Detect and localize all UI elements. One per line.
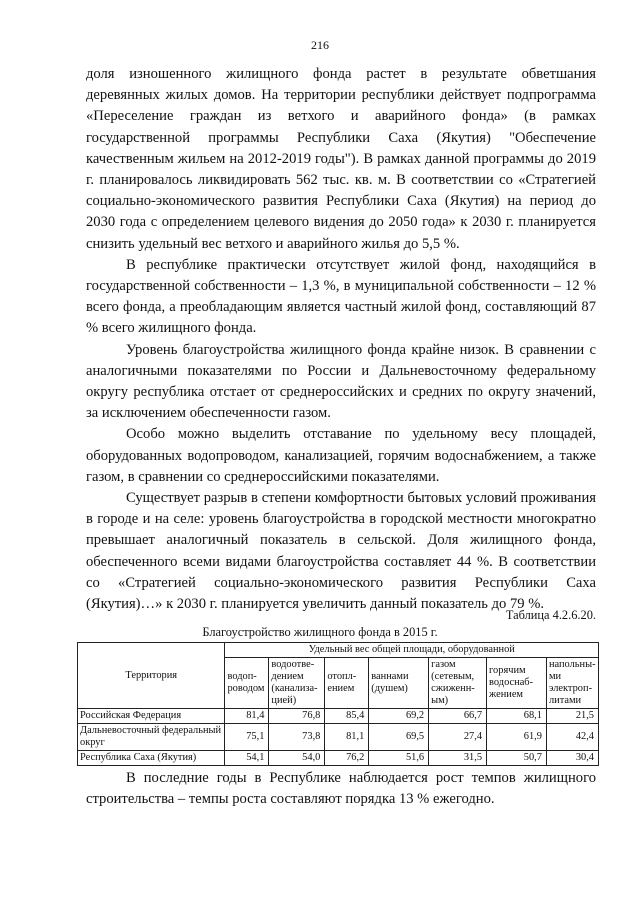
table-cell: 76,8 (269, 709, 325, 724)
column-header: водоотведением (канализацией) (269, 658, 325, 709)
column-header: водопроводом (225, 658, 269, 709)
table-cell: 30,4 (546, 751, 598, 766)
table-cell: 81,1 (325, 724, 369, 751)
paragraph: Уровень благоустройства жилищного фонда крайне низок. В сравнении с аналогичными показателями по России и Дальневосточному федеральному округу республика отстает от среднероссийских и средних по округу значений, за исключением обеспеченности газом. (86, 341, 596, 422)
table-cell: 75,1 (225, 724, 269, 751)
table-title: Благоустройство жилищного фонда в 2015 г. (202, 625, 438, 639)
paragraph: В республике практически отсутствует жилой фонд, находящийся в государственной собственности – 1,3 %, в муниципальной собственности – 12 % всего фонда, а преобладающим является частный жилой фонд, составляющий 87 % всего жилищного фонда. (86, 256, 596, 337)
table-cell: 54,1 (225, 751, 269, 766)
table-cell: 50,7 (487, 751, 547, 766)
table-cell: 21,5 (546, 709, 598, 724)
page-number: 216 (311, 38, 329, 52)
table-row (78, 724, 599, 751)
column-header: напольными электроплитами (546, 658, 598, 709)
table-cell: 69,2 (369, 709, 429, 724)
table-cell: 51,6 (369, 751, 429, 766)
table-cell: 66,7 (429, 709, 487, 724)
territory-header: Территория (78, 643, 225, 709)
row-territory: Дальневосточный федеральный округ (78, 724, 225, 751)
table-cell: 73,8 (269, 724, 325, 751)
table-row (78, 751, 599, 766)
table-cell: 81,4 (225, 709, 269, 724)
body-text (86, 64, 596, 615)
closing-text (86, 768, 596, 810)
table-cell: 61,9 (487, 724, 547, 751)
column-header: ваннами (душем) (369, 658, 429, 709)
table-cell: 42,4 (546, 724, 598, 751)
column-header: горячим водоснабжением (487, 658, 547, 709)
paragraph: доля изношенного жилищного фонда растет в результате обветшания деревянных жилых домов. На территории республики действует подпрограмма «Переселение граждан из ветхого и аварийного фонда» (в рамках государственной программы Республики Саха (Якутия) "Обеспечение качественным жильем на 2012-2019 годы"). В рамках данной программы до 2019 г. планировалось ликвидировать 562 тыс. кв. м. В соответствии со «Стратегией социально-экономического развития Республики Саха (Якутия) на период до 2030 года с определением целевого видения до 2050 года» к 2030 г. планируется снизить удельный вес ветхого и аварийного жилья до 5,5 %. (86, 66, 596, 252)
column-header: отоплением (325, 658, 369, 709)
column-header: газом (сетевым, сжиженным) (429, 658, 487, 709)
paragraph: Существует разрыв в степени комфортности бытовых условий проживания в городе и на селе: уровень благоустройства в городской местности многократно превышает аналогичный показатель в сельской. Доля жилищного фонда, обеспеченного всеми видами благоустройства составляет 44 %. В соответствии со «Стратегией социально-экономического развития Республики Саха (Якутия)…» к 2030 г. планируется увеличить данный показатель до 79 %. (86, 490, 596, 613)
paragraph: Особо можно выделить отставание по удельному весу площадей, оборудованных водопроводом, канализацией, горячим водоснабжением, а также газом, в сравнении со среднероссийскими показателями. (86, 426, 596, 485)
paragraph: В последние годы в Республике наблюдается рост темпов жилищного строительства – темпы роста составляют порядка 13 % ежегодно. (86, 770, 596, 808)
group-header: Удельный вес общей площади, оборудованной (225, 643, 599, 658)
table-cell: 76,2 (325, 751, 369, 766)
table-cell: 85,4 (325, 709, 369, 724)
table-cell: 27,4 (429, 724, 487, 751)
table-cell: 69,5 (369, 724, 429, 751)
row-territory: Республика Саха (Якутия) (78, 751, 225, 766)
amenities-table (77, 642, 599, 766)
table-cell: 31,5 (429, 751, 487, 766)
table-number: Таблица 4.2.6.20. (505, 608, 596, 622)
table-cell: 54,0 (269, 751, 325, 766)
table-cell: 68,1 (487, 709, 547, 724)
table-row (78, 709, 599, 724)
row-territory: Российская Федерация (78, 709, 225, 724)
